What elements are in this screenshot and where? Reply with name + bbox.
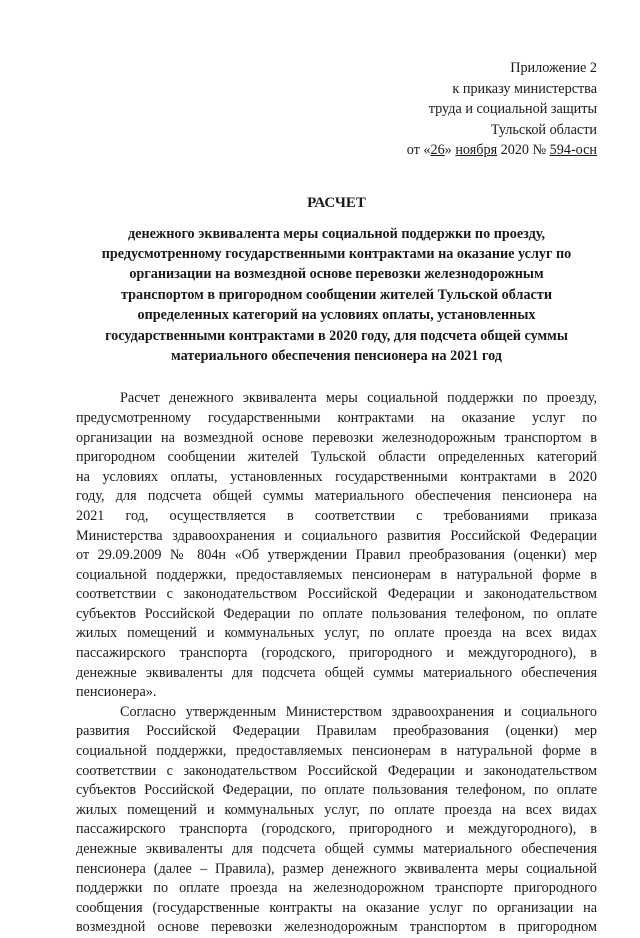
date-month: ноября [455,142,498,158]
paragraph-line: денежные эквиваленты для подсчета общей суммы материального обеспечения [76,841,597,857]
subtitle-line: организации на возмездной основе перевозки железнодорожным [129,266,544,283]
document-page [76,58,597,938]
paragraph-line: на условиях оплаты, установленных государственными контрактами в 2020 [76,468,597,485]
subtitle-line: денежного эквивалента меры социальной поддержки по проезду, [127,225,546,242]
paragraph-line: пригородном сообщении жителей Тульской области определенных категорий [76,449,597,466]
paragraph-line: организации на возмездной основе перевозки железнодорожным транспортом в [76,429,597,446]
paragraph-line: Министерства здравоохранения и социального развития Российской Федерации [76,527,597,544]
subtitle-line: предусмотренному государственными контрактами на оказание услуг по [101,245,572,262]
subtitle-line: государственными контрактами в 2020 году, для подсчета общей суммы [105,327,568,344]
paragraph-line: 2021 год, осуществляется в соответствии с требованиями приказа [76,507,597,524]
document-subtitle [76,224,597,367]
paragraph-line: денежные эквиваленты для подсчета общей суммы материального обеспечения [76,664,597,681]
appendix-ministry: труда и социальной защиты [428,101,597,117]
paragraph-line: социальной поддержки, предоставляемых пенсионерам в натуральной форме в [76,566,597,583]
paragraph-line: социальной поддержки, предоставляемых пенсионерам в натуральной форме в [76,743,597,760]
appendix-header [76,58,597,161]
paragraph-line: пассажирского транспорта (городского, пригородного и междугородного), в [76,645,597,662]
subtitle-line: материального обеспечения пенсионера на 2021 год [171,347,502,364]
paragraph-line: сообщения (государственные контракты на оказание услуг по организации на [76,899,597,916]
paragraph-line: году, для подсчета общей суммы материального обеспечения пенсионера на [76,488,597,505]
document-body [76,389,597,938]
paragraph-line: поддержки по оплате проезда на железнодорожном транспорте пригородного [76,880,597,897]
date-day: 26 [430,142,445,158]
paragraph-line: пенсионера». [76,684,157,701]
appendix-date-line [76,140,597,161]
paragraph-line: развития Российской Федерации Правилам преобразования (оценки) мер [76,723,597,740]
paragraph-line: предусмотренному государственными контрактами на оказание услуг по [76,409,597,426]
paragraph-line: субъектов Российской Федерации по оплате пользования телефоном, по оплате [76,605,597,622]
appendix-region: Тульской области [490,121,597,138]
paragraph-line: соответствии с законодательством Российской Федерации и законодательством [76,586,597,603]
paragraph-line: пенсионера (далее – Правила), размер денежного эквивалента меры социальной [76,860,597,877]
date-mid: » [444,142,456,158]
paragraph-line: жилых помещений и коммунальных услуг, по оплате проезда на всех видах [76,801,597,818]
paragraph-line: возмездной основе перевозки железнодорожным транспортом в пригородном [76,919,597,936]
order-number: 594-осн [549,142,597,158]
paragraph-line: Согласно утвержденным Министерством здравоохранения и социального [120,703,597,720]
paragraph-line: соответствии с законодательством Российской Федерации и законодательством [76,762,597,779]
subtitle-line: определенных категорий на условиях оплаты, установленных [137,307,536,324]
date-year: 2020 № [497,142,550,158]
paragraph-line: Расчет денежного эквивалента меры социальной поддержки по проезду, [120,390,597,407]
paragraph-line: жилых помещений и коммунальных услуг, по оплате проезда на всех видах [76,625,597,642]
paragraph-2 [76,703,597,938]
date-prefix: от « [406,142,431,158]
paragraph-line: субъектов Российской Федерации, по оплате пользования телефоном, по оплате [76,782,597,799]
subtitle-line: транспортом в пригородном сообщении жителей Тульской области [121,286,552,303]
document-title: РАСЧЕТ [307,194,366,211]
paragraph-line: от 29.09.2009 № 804н «Об утверждении Правил преобразования (оценки) мер [76,547,597,564]
paragraph-line: пассажирского транспорта (городского, пригородного и междугородного), в [76,821,597,838]
paragraph-1 [76,389,597,703]
appendix-order-ref: к приказу министерства [452,80,597,97]
appendix-number: Приложение 2 [510,60,597,76]
